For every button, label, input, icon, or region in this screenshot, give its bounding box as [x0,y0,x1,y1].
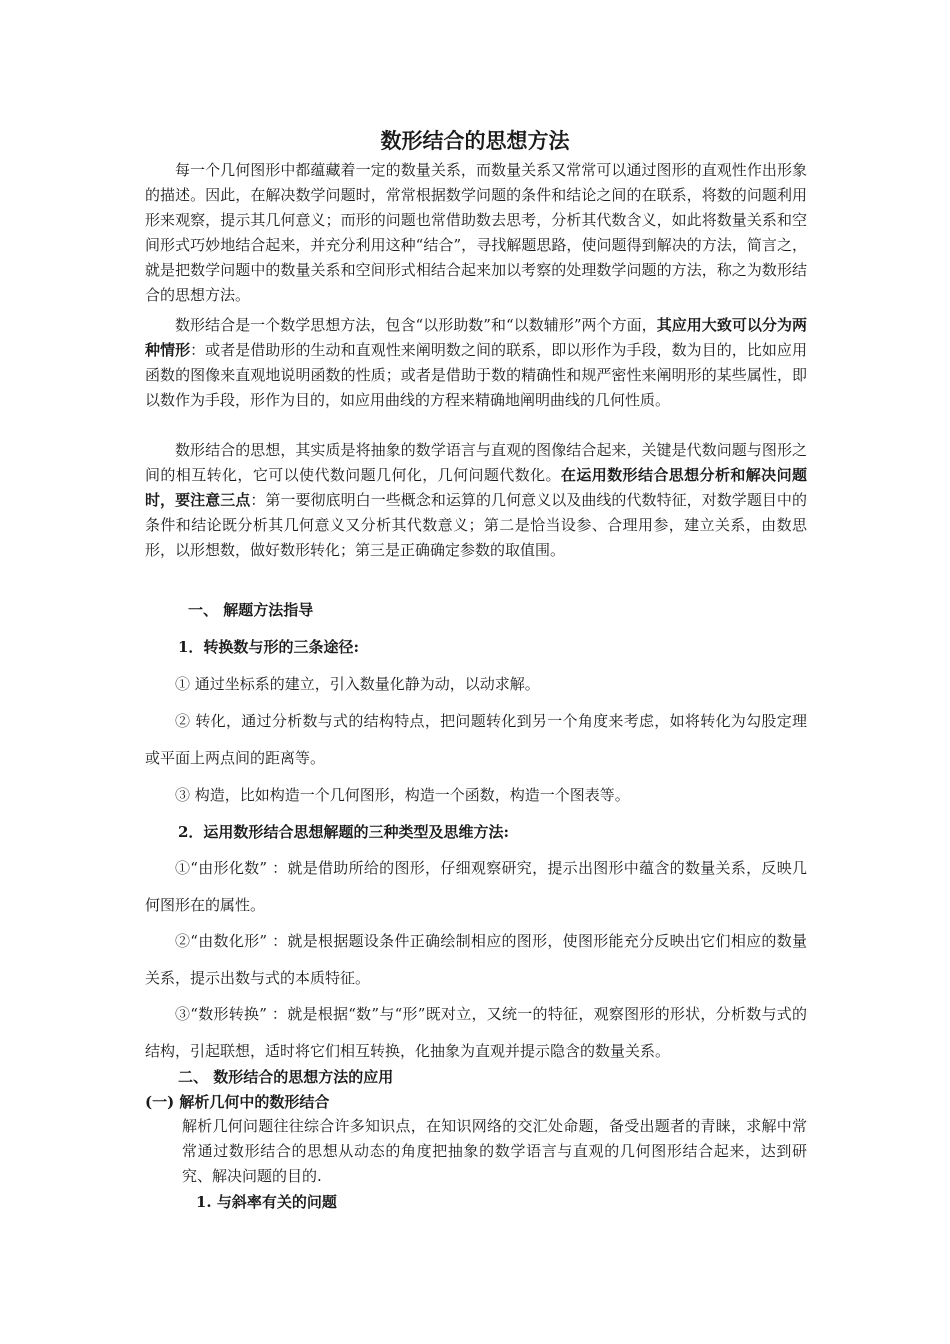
method-item-2: ② 转化，通过分析数与式的结构特点，把问题转化到另一个角度来考虑，如将转化为勾股定理或平面上两点间的距离等。 [145,712,807,767]
intro-paragraph-2: 数形结合是一个数学思想方法，包含“以形助数”和“以数辅形”两个方面，其应用大致可以分为两种情形：或者是借助形的生动和直观性来阐明数之间的联系，即以形作为手段，数为目的，比如应用函数的图像来直观地说明函数的性质；或者是借助于数的精确性和规严密性来阐明形的某些属性，即以数作为手段，形作为目的，如应用曲线的方程来精确地阐明曲线的几何性质。 [145,316,807,409]
page-title: 数形结合的思想方法 [380,128,570,153]
slope-problem-heading: 1. 与斜率有关的问题 [196,1193,337,1211]
subsection-1-heading: 1．转换数与形的三条途径: [178,638,359,656]
type-item-2: ②“由数化形” ：就是根据题设条件正确绘制相应的图形，使图形能充分反映出它们相应的数量关系，提示出数与式的本质特征。 [145,932,807,987]
section-2-paragraph: 解析几何问题往往综合许多知识点，在知识网络的交汇处命题，备受出题者的青睐，求解中常常通过数形结合的思想从动态的角度把抽象的数学语言与直观的几何图形结合起来，达到研究、解决问题的目的. [182,1117,807,1185]
intro-paragraph-1: 每一个几何图形中都蕴藏着一定的数量关系，而数量关系又常常可以通过图形的直观性作出形象的描述。因此，在解决数学问题时，常常根据数学问题的条件和结论之间的在联系，将数的问题利用形来观察，提示其几何意义；而形的问题也常借助数去思考，分析其代数含义，如此将数量关系和空间形式巧妙地结合起来，并充分利用这种“结合”，寻找解题思路，使问题得到解决的方法，简言之，就是把数学问题中的数量关系和空间形式相结合起来加以考察的处理数学问题的方法，称之为数形结合的思想方法。 [145,161,807,304]
subsection-heading: (一) 解析几何中的数形结合 [145,1093,330,1111]
method-item-3: ③ 构造，比如构造一个几何图形，构造一个函数，构造一个图表等。 [175,786,630,804]
emphasis-text: 其应用大致可以分为两种情形 [145,316,807,359]
type-item-1: ①“由形化数” ：就是借助所给的图形，仔细观察研究，提示出图形中蕴含的数量关系，反映几何图形在的属性。 [145,859,807,914]
emphasis-text: 在运用数形结合思想分析和解决问题时，要注意三点 [145,466,807,509]
subsection-2-heading: 2．运用数形结合思想解题的三种类型及思维方法: [178,823,509,841]
intro-paragraph-3: 数形结合的思想，其实质是将抽象的数学语言与直观的图像结合起来，关键是代数问题与图形之间的相互转化，它可以使代数问题几何化，几何问题代数化。在运用数形结合思想分析和解决问题时，要注意三点：第一要彻底明白一些概念和运算的几何意义以及曲线的代数特征，对数学题目中的条件和结论既分析其几何意义又分析其代数意义；第二是恰当设参、合理用参，建立关系，由数思形，以形想数，做好数形转化；第三是正确确定参数的取值围。 [145,441,807,559]
section-2-heading: 二、 数形结合的思想方法的应用 [178,1068,394,1086]
type-item-3: ③“数形转换” ：就是根据“数”与“形”既对立，又统一的特征，观察图形的形状，分析数与式的结构，引起联想，适时将它们相互转换，化抽象为直观并提示隐含的数量关系。 [145,1005,807,1060]
section-1-heading: 一、 解题方法指导 [188,601,314,619]
method-item-1: ① 通过坐标系的建立，引入数量化静为动，以动求解。 [175,675,540,693]
